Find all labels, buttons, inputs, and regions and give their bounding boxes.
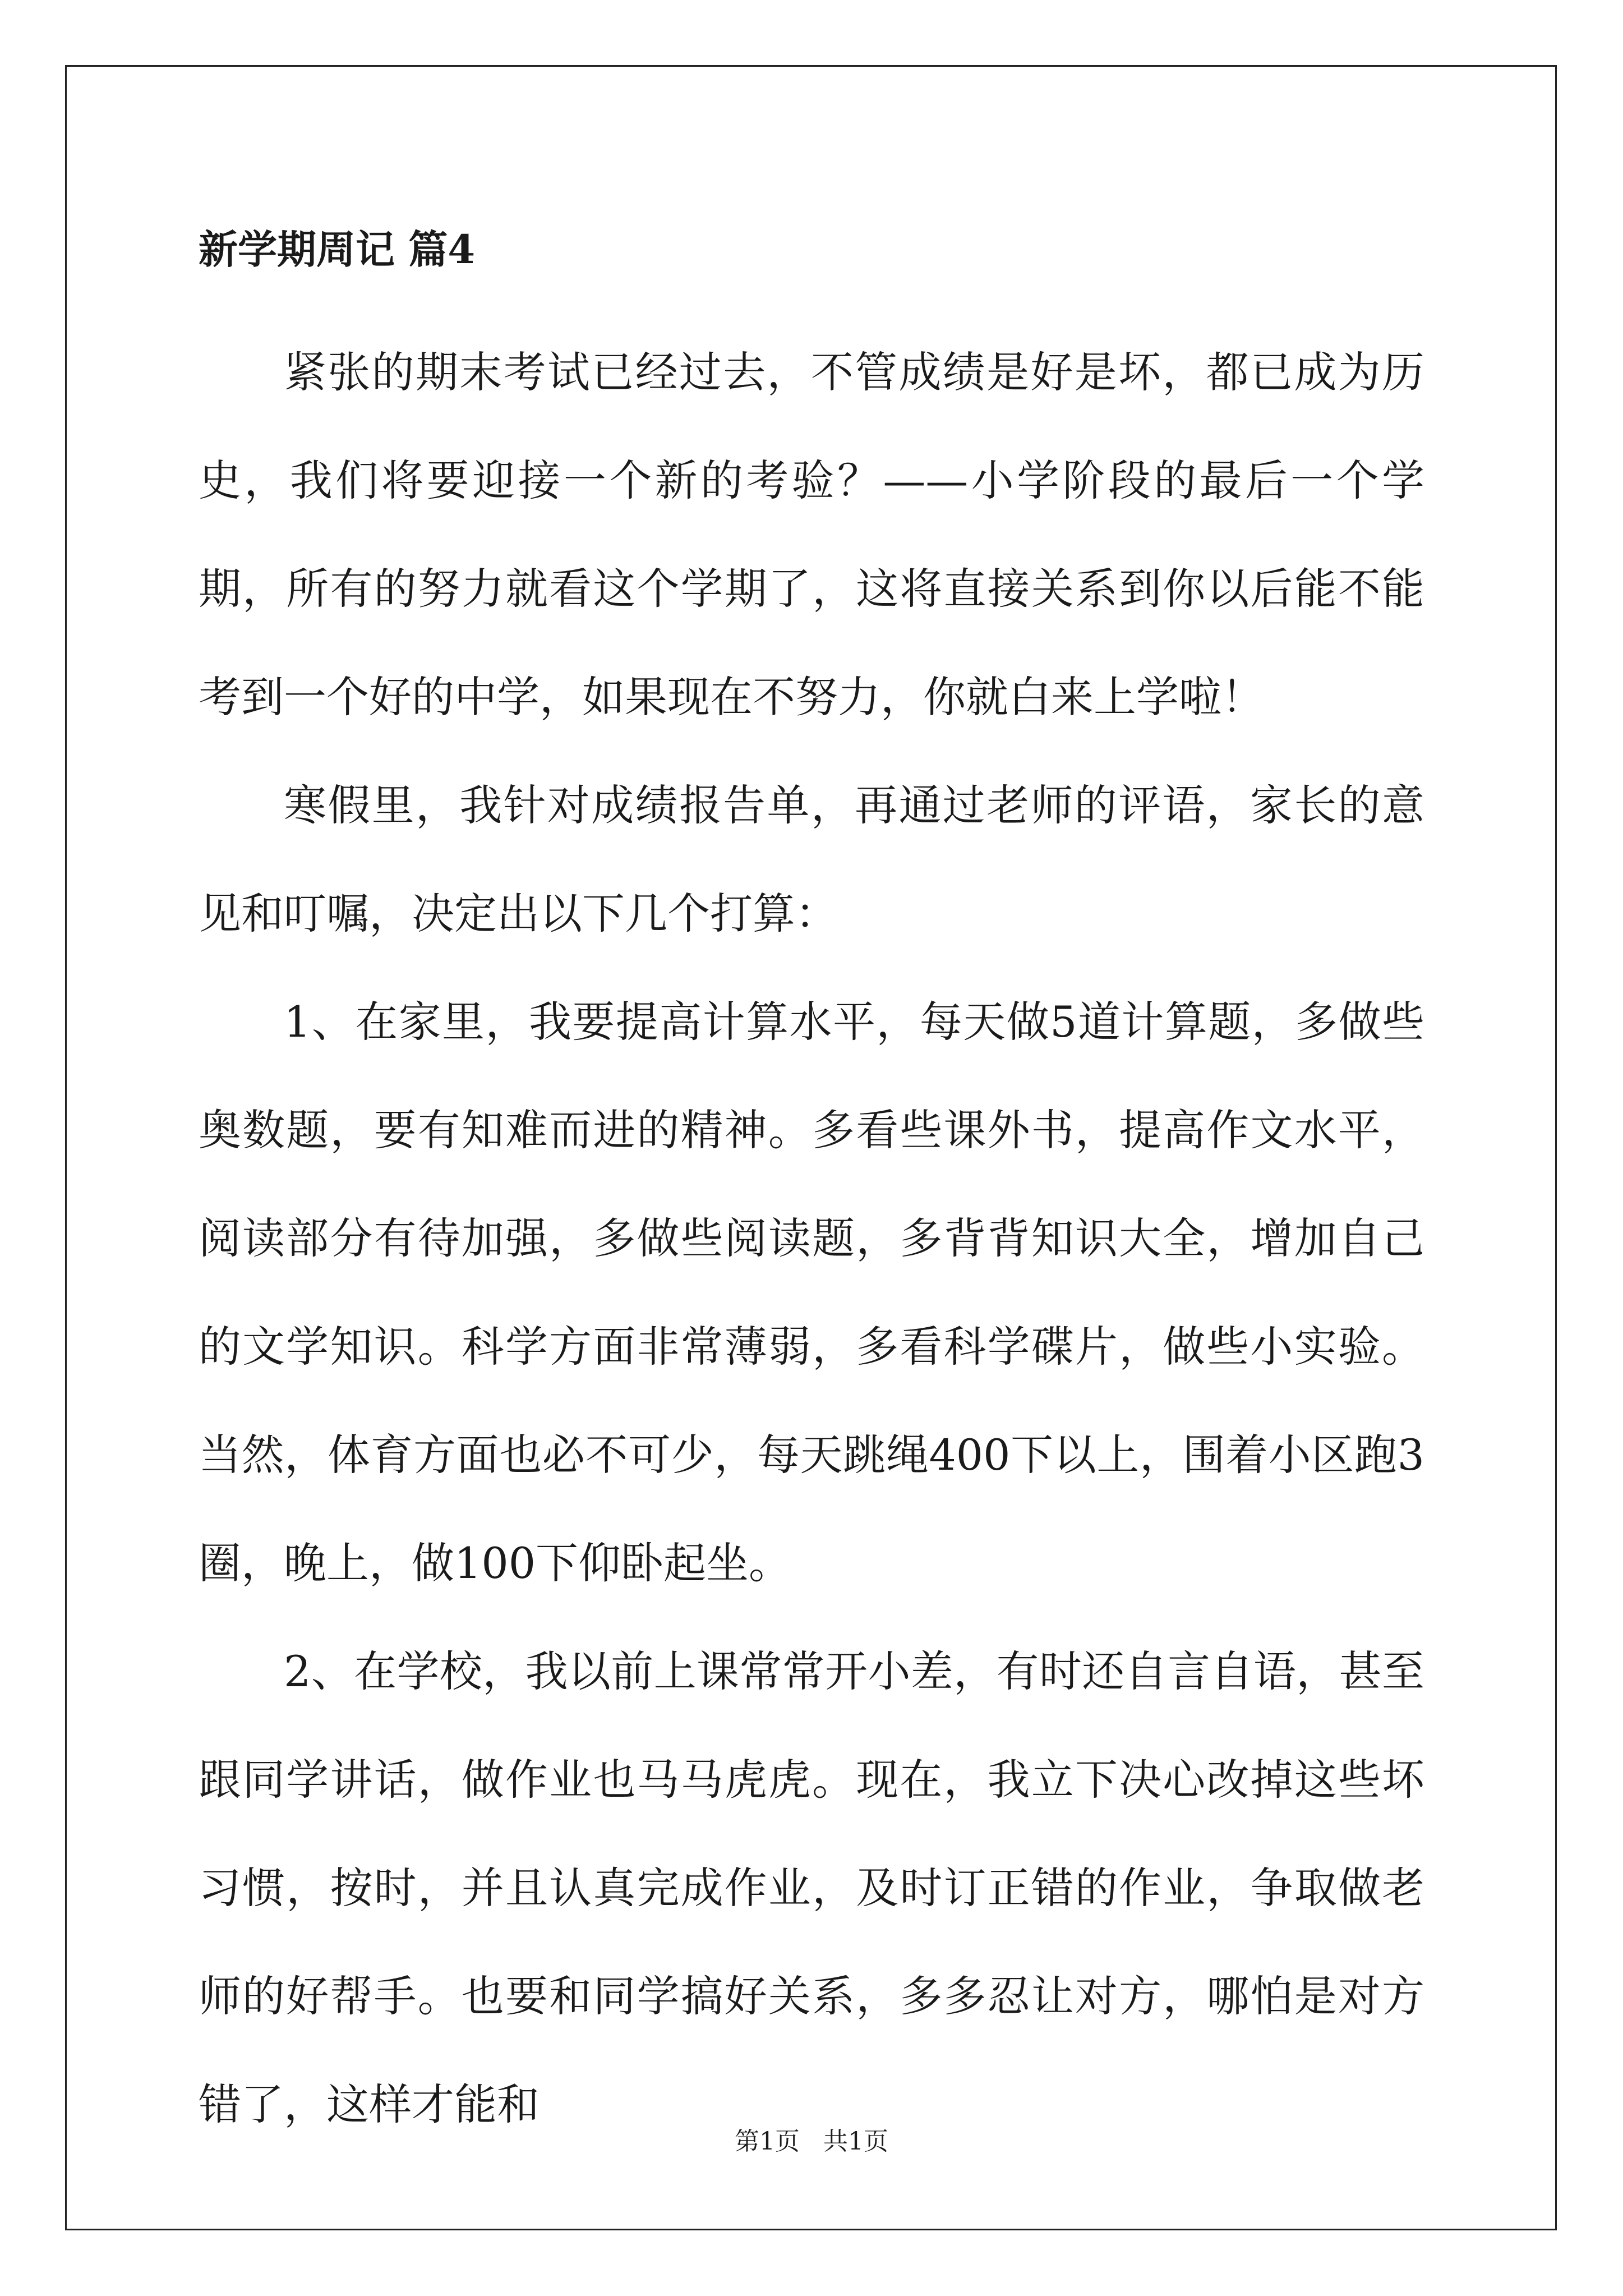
paragraph-3: 1、在家里，我要提高计算水平，每天做5道计算题，多做些奥数题，要有知难而进的精神。多看些课外书，提高作文水平，阅读部分有待加强，多做些阅读题，多背背知识大全，增加自己的文学知识。科学方面非常薄弱，多看科学碟片，做些小实验。当然，体育方面也必不可少，每天跳绳400下以上，围着小区跑3圈，晚上，做100下仰卧起坐。	[199, 997, 1424, 1588]
document-body	[199, 222, 1424, 2159]
paragraph-1: 紧张的期末考试已经过去，不管成绩是好是坏，都已成为历史，我们将要迎接一个新的考验？——小学阶段的最后一个学期，所有的努力就看这个学期了，这将直接关系到你以后能不能考到一个好的中学，如果现在不努力，你就白来上学啦！	[199, 347, 1424, 722]
paragraph-2: 寒假里，我针对成绩报告单，再通过老师的评语，家长的意见和叮嘱，决定出以下几个打算：	[199, 780, 1424, 938]
document-title: 新学期周记 篇4	[199, 226, 476, 273]
paragraph-4: 2、在学校，我以前上课常常开小差，有时还自言自语，甚至跟同学讲话，做作业也马马虎虎。现在，我立下决心改掉这些坏习惯，按时，并且认真完成作业，及时订正错的作业，争取做老师的好帮手。也要和同学搞好关系，多多忍让对方，哪怕是对方错了，这样才能和	[199, 1646, 1424, 2129]
page-footer: 第1页 共1页	[735, 2127, 888, 2156]
